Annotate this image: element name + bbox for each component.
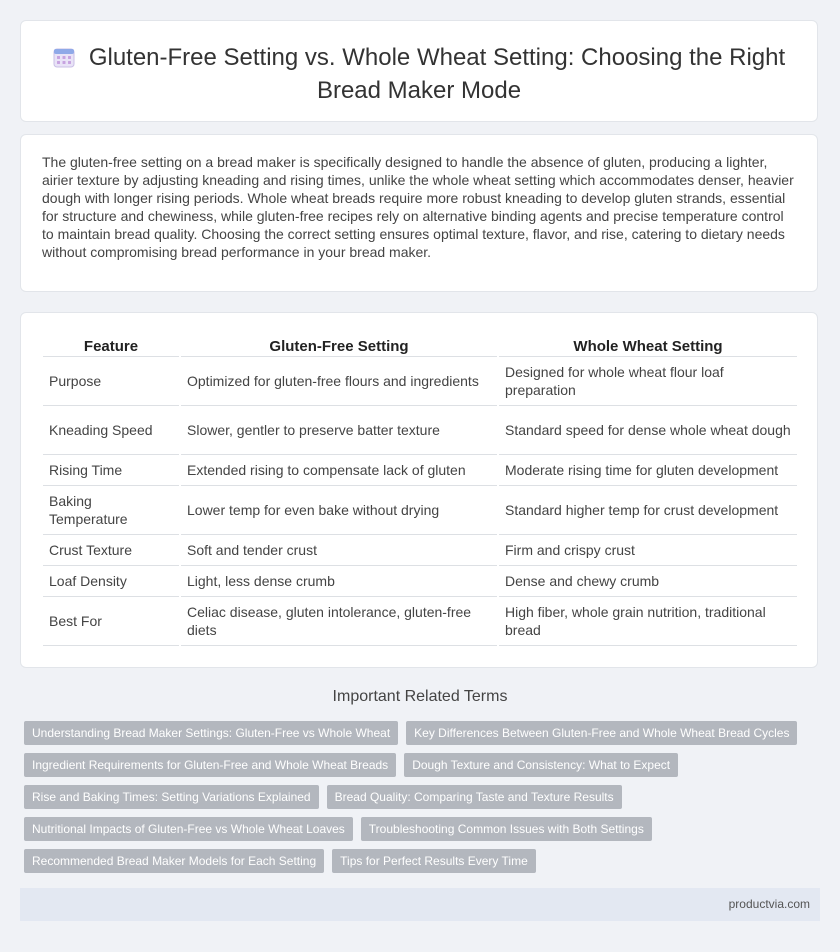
table-row <box>43 486 797 535</box>
tag-row <box>24 785 820 809</box>
related-term-tag[interactable]: Recommended Bread Maker Models for Each Setting <box>24 849 324 873</box>
table-row <box>43 357 797 406</box>
table-cell: Baking Temperature <box>43 486 179 535</box>
tag-row <box>24 753 820 777</box>
page-title: Gluten-Free Setting vs. Whole Wheat Setting: Choosing the Right Bread Maker Mode <box>88 44 786 104</box>
table-header-row <box>43 333 797 357</box>
table-cell: Loaf Density <box>43 566 179 597</box>
table-cell: Standard higher temp for crust development <box>499 486 797 535</box>
related-term-tag[interactable]: Bread Quality: Comparing Taste and Texture Results <box>327 785 622 809</box>
header-whole-wheat: Whole Wheat Setting <box>499 333 797 357</box>
intro-paragraph: The gluten-free setting on a bread maker is specifically designed to handle the absence of gluten, producing a lighter, airier texture by adjusting kneading and rising times, unlike the whole wheat setting which accommodates denser, heavier dough with longer rising periods. Whole wheat breads require more robust kneading to develop gluten strands, essential for structure and chewiness, while gluten-free recipes rely on alternative binding agents and precise temperature control to maintain bread quality. Choosing the correct setting ensures optimal texture, flavor, and rise, catering to dietary needs without compromising bread performance in your bread maker. <box>42 154 794 260</box>
related-term-tag[interactable]: Troubleshooting Common Issues with Both Settings <box>361 817 652 841</box>
tag-row <box>24 849 820 873</box>
tag-row <box>24 721 820 745</box>
tag-row <box>24 817 820 841</box>
related-term-tag[interactable]: Key Differences Between Gluten-Free and Whole Wheat Bread Cycles <box>406 721 797 745</box>
table-cell: Extended rising to compensate lack of gluten <box>181 455 497 486</box>
table-cell: Celiac disease, gluten intolerance, gluten-free diets <box>181 597 497 646</box>
related-term-tag[interactable]: Rise and Baking Times: Setting Variations Explained <box>24 785 319 809</box>
table-cell: Moderate rising time for gluten development <box>499 455 797 486</box>
table-cell: Standard speed for dense whole wheat dough <box>499 406 797 455</box>
table-cell: Light, less dense crumb <box>181 566 497 597</box>
page-title-wrap <box>21 43 817 106</box>
table-row <box>43 566 797 597</box>
table-row <box>43 406 797 455</box>
table-cell: Kneading Speed <box>43 406 179 455</box>
comparison-card <box>20 312 818 668</box>
table-cell: Best For <box>43 597 179 646</box>
intro-card <box>20 134 818 292</box>
table-row <box>43 455 797 486</box>
title-card <box>20 20 818 122</box>
table-cell: Soft and tender crust <box>181 535 497 566</box>
footer <box>20 888 820 921</box>
comparison-table <box>41 333 799 646</box>
table-cell: Optimized for gluten-free flours and ingredients <box>181 357 497 406</box>
table-cell: High fiber, whole grain nutrition, traditional bread <box>499 597 797 646</box>
table-cell: Designed for whole wheat flour loaf preparation <box>499 357 797 406</box>
related-term-tag[interactable]: Understanding Bread Maker Settings: Gluten-Free vs Whole Wheat <box>24 721 398 745</box>
table-row <box>43 535 797 566</box>
header-feature: Feature <box>43 333 179 357</box>
table-row <box>43 597 797 646</box>
footer-site-link[interactable]: productvia.com <box>728 897 810 911</box>
related-term-tag[interactable]: Nutritional Impacts of Gluten-Free vs Whole Wheat Loaves <box>24 817 353 841</box>
table-cell: Rising Time <box>43 455 179 486</box>
header-gluten-free: Gluten-Free Setting <box>181 333 497 357</box>
related-terms-heading: Important Related Terms <box>332 688 508 705</box>
table-cell: Purpose <box>43 357 179 406</box>
table-cell: Firm and crispy crust <box>499 535 797 566</box>
related-term-tag[interactable]: Ingredient Requirements for Gluten-Free and Whole Wheat Breads <box>24 753 396 777</box>
related-term-tag[interactable]: Dough Texture and Consistency: What to Expect <box>404 753 678 777</box>
table-cell: Crust Texture <box>43 535 179 566</box>
table-cell: Lower temp for even bake without drying <box>181 486 497 535</box>
related-term-tag[interactable]: Tips for Perfect Results Every Time <box>332 849 536 873</box>
table-cell: Slower, gentler to preserve batter texture <box>181 406 497 455</box>
related-terms-list <box>24 721 820 881</box>
table-cell: Dense and chewy crumb <box>499 566 797 597</box>
calendar-icon <box>53 46 75 76</box>
